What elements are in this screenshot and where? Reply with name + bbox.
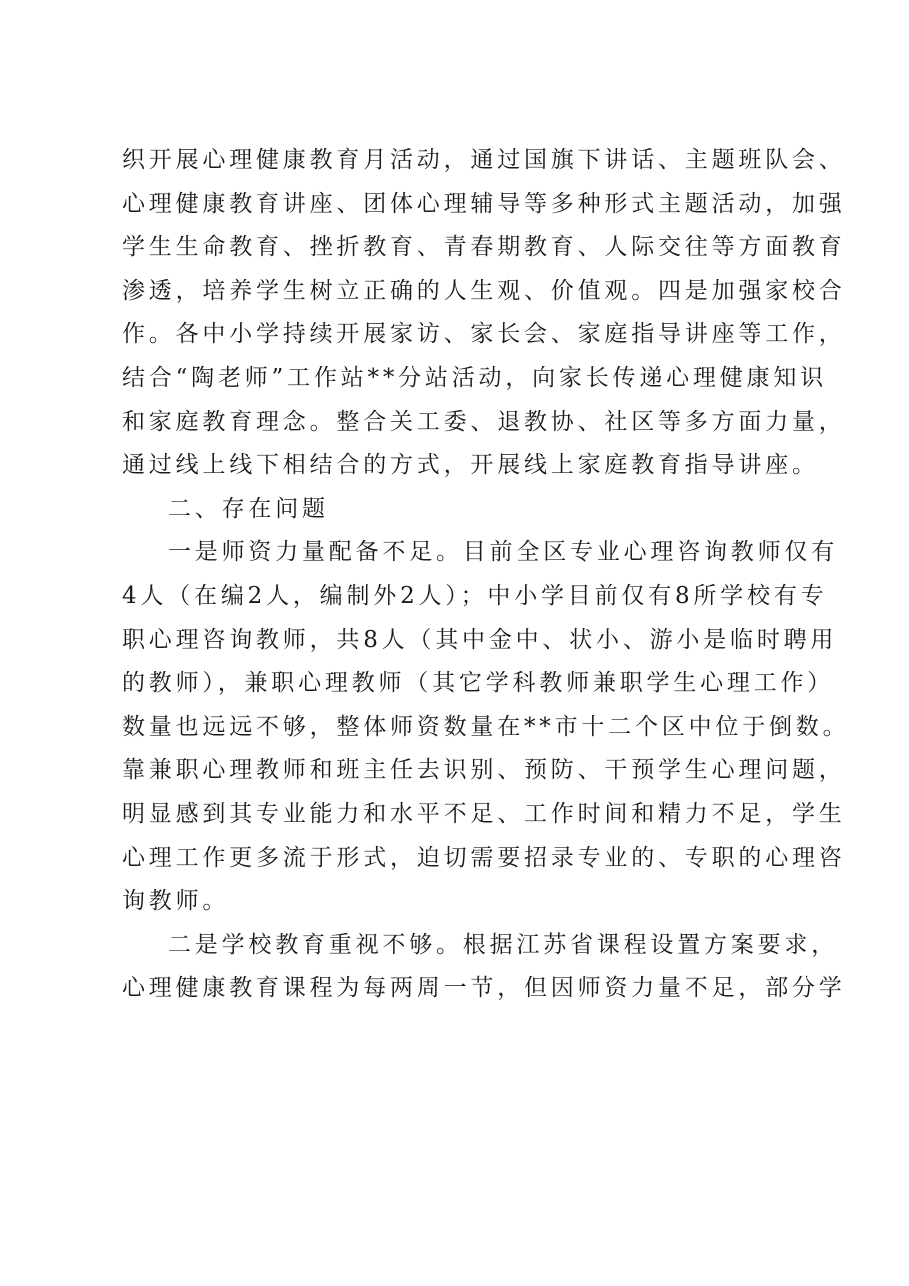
document-body	[122, 139, 850, 1011]
text-line: 作。各中小学持续开展家访、家长会、家庭指导讲座等工作，	[122, 321, 846, 348]
text-line: 学生生命教育、挫折教育、青春期教育、人际交往等方面教育	[122, 234, 846, 261]
text-line: 织开展心理健康教育月活动，通过国旗下讲话、主题班队会、	[122, 147, 846, 173]
text-line: 靠兼职心理教师和班主任去识别、预防、干预学生心理问题，	[122, 757, 846, 784]
section-heading: 二、存在问题	[168, 495, 329, 522]
text-line: 数量也远远不够，整体师资数量在**市十二个区中位于倒数。	[122, 713, 850, 740]
text-line: 心理健康教育课程为每两周一节，但因师资力量不足，部分学	[122, 975, 846, 1002]
text-line: 心理健康教育讲座、团体心理辅导等多种形式主题活动，加强	[122, 190, 846, 217]
text-line: 的教师），兼职心理教师（其它学科教师兼职学生心理工作）	[122, 670, 835, 697]
text-line: 通过线上线下相结合的方式，开展线上家庭教育指导讲座。	[122, 452, 819, 479]
paragraph-first-line: 一是师资力量配备不足。目前全区专业心理咨询教师仅有	[168, 539, 838, 566]
text-line: 渗透，培养学生树立正确的人生观、价值观。四是加强家校合	[122, 277, 846, 304]
text-line: 和家庭教育理念。整合关工委、退教协、社区等多方面力量，	[122, 408, 846, 435]
paragraph-first-line: 二是学校教育重视不够。根据江苏省课程设置方案要求，	[168, 931, 838, 958]
text-line: 职心理咨询教师，共8人（其中金中、状小、游小是临时聘用	[122, 626, 838, 653]
text-line: 结合“陶老师”工作站**分站活动，向家长传递心理健康知识	[122, 364, 827, 391]
text-line: 心理工作更多流于形式，迫切需要招录专业的、专职的心理咨	[122, 844, 846, 871]
text-line: 明显感到其专业能力和水平不足、工作时间和精力不足，学生	[122, 800, 846, 827]
text-line: 4人（在编2人，编制外2人）；中小学目前仅有8所学校有专	[122, 582, 828, 609]
text-line: 询教师。	[122, 888, 230, 915]
